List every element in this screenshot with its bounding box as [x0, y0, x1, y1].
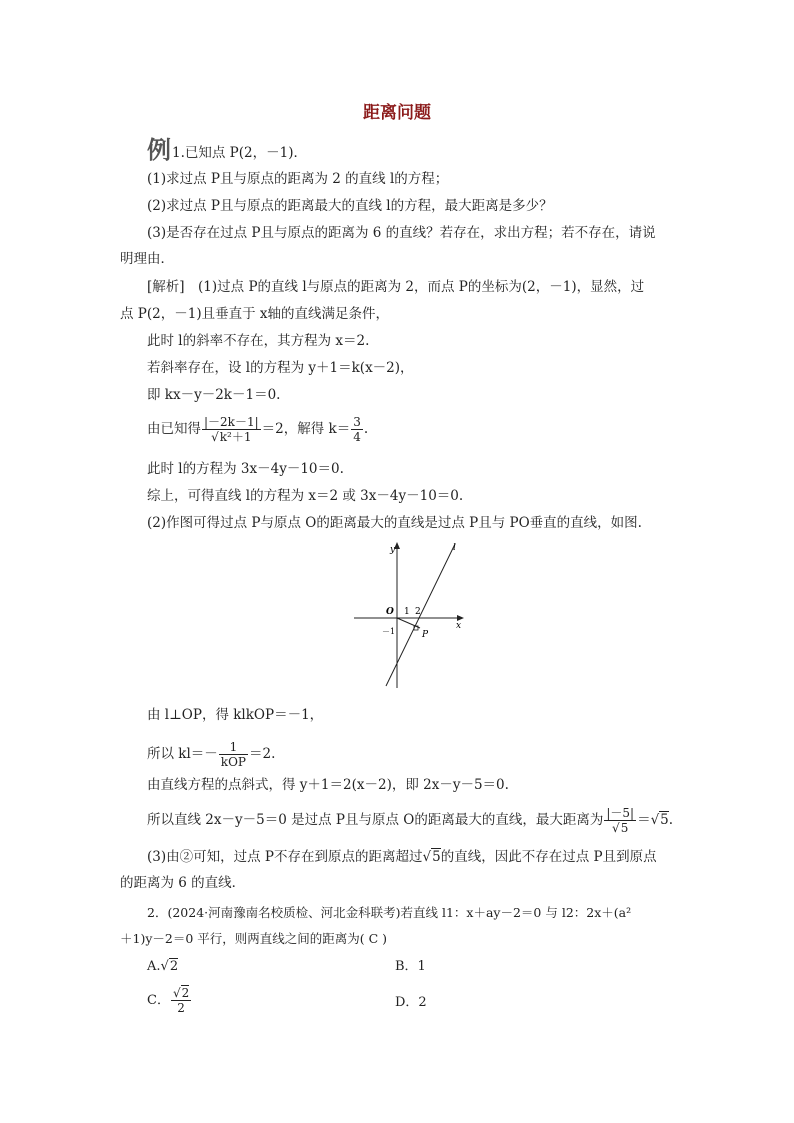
- q1-sub3b: 明理由．: [120, 251, 174, 267]
- max-distance-denominator: √5: [612, 821, 629, 835]
- option-c: [147, 986, 192, 1015]
- x-label: x: [456, 621, 462, 631]
- option-c-label: C．: [147, 993, 170, 1008]
- sol-l14-pre: (3)由②可知，过点 P不存在到原点的距离超过: [147, 849, 423, 865]
- sol-line-11: [147, 740, 275, 769]
- option-a-value: 2: [169, 959, 179, 974]
- sol-line-1: [解析] (1)过点 P的直线 l与原点的距离为 2，而点 P的坐标为(2，－1)，显然，过: [147, 279, 645, 295]
- sol-l13-end: ＝: [637, 812, 651, 828]
- coordinate-graph: [352, 538, 472, 693]
- sol-line-9: (2)作图可得过点 P与原点 O的距离最大的直线是过点 P且与 PO垂直的直线，如图.: [147, 515, 642, 531]
- sol-l11-pre: 所以 kl＝－: [147, 746, 218, 762]
- option-c-radicand: 2: [181, 986, 190, 1000]
- sol-l6-pre: 由已知得: [147, 421, 201, 437]
- fraction-denominator: √k²＋1: [211, 430, 252, 444]
- q1-sub2: (2)求过点 P且与原点的距离最大的直线 l的方程，最大距离是多少？: [147, 198, 553, 214]
- k-denominator: 4: [353, 430, 361, 444]
- sol-line-10: 由 l⊥OP，得 klkOP＝－1，: [147, 707, 324, 723]
- line-label: l: [453, 543, 456, 553]
- option-b: B．1: [395, 959, 426, 974]
- sol-line-12: 由直线方程的点斜式，得 y＋1＝2(x－2)，即 2x－y－5＝0.: [147, 777, 509, 793]
- k-fraction: [351, 415, 363, 444]
- example-badge: 例: [147, 136, 171, 164]
- sol-line-15: 的距离为 6 的直线．: [120, 875, 246, 891]
- sol-line-4: 若斜率存在，设 l的方程为 y＋1＝k(x－2)，: [147, 360, 414, 376]
- tick-label-1: 1: [404, 607, 410, 617]
- distance-fraction: [202, 415, 261, 444]
- q1-intro: 1.已知点 P(2，－1)．: [172, 145, 307, 161]
- option-c-fraction: [171, 986, 191, 1015]
- sol-l6-end: .: [363, 421, 369, 437]
- option-a: A.√2: [147, 959, 179, 974]
- sqrt-radicand: k²＋1: [219, 430, 252, 444]
- option-c-denominator: 2: [177, 1001, 185, 1015]
- q1-sub1: (1)求过点 P且与原点的距离为 2 的直线 l的方程；: [147, 171, 449, 187]
- k-numerator: 3: [353, 415, 361, 429]
- sol-l6-mid: ＝2，解得 k＝: [261, 421, 351, 437]
- sol-line-5: 即 kx－y－2k－1＝0.: [147, 387, 281, 403]
- sol-l11-end: ＝2.: [248, 746, 276, 762]
- sol-l13-pre: 所以直线 2x－y－5＝0 是过点 P且与原点 O的距离最大的直线，最大距离为: [147, 812, 604, 828]
- sol-l14-end: 的直线，因此不存在过点 P且到原点: [440, 849, 657, 865]
- sol-line-8: 综上，可得直线 l的方程为 x＝2 或 3x－4y－10＝0.: [147, 488, 464, 504]
- origin-label: O: [386, 607, 394, 617]
- q2-line-1: 2．(2024·河南豫南名校质检、河北金科联考)若直线 l1：x＋ay－2＝0 与 l2：2x＋(a²: [147, 905, 632, 920]
- y-label: y: [390, 545, 396, 555]
- max-distance-radicand: 5: [620, 821, 629, 835]
- max-distance-value: 5: [660, 812, 669, 828]
- option-d: D．2: [395, 995, 427, 1010]
- sol-line-14: (3)由②可知，过点 P不存在到原点的距离超过√5的直线，因此不存在过点 P且到原点: [147, 849, 657, 865]
- tick-label-2: 2: [415, 607, 421, 617]
- q1-sub3a: (3)是否存在过点 P且与原点的距离为 6 的直线？若存在，求出方程；若不存在，请说: [147, 225, 656, 241]
- fraction-numerator: |－2k－1|: [204, 415, 259, 429]
- point-p-label: P: [422, 630, 429, 640]
- tick-label-neg1: －1: [382, 627, 396, 636]
- q2-line-2: ＋1)y－2＝0 平行，则两直线之间的距离为( C ): [120, 931, 388, 946]
- sol-line-6: [147, 415, 368, 444]
- page-title: 距离问题: [363, 103, 431, 123]
- sol-l14-sqrt: 5: [432, 849, 441, 865]
- sol-line-13: 所以直线 2x－y－5＝0 是过点 P且与原点 O的距离最大的直线，最大距离为 $\frac{|-5|}{√5}$ ＝√5.: [147, 806, 674, 835]
- slope-numerator: 1: [219, 740, 248, 755]
- slope-denominator: kOP: [220, 755, 246, 769]
- max-distance-numerator: |－5|: [606, 806, 635, 820]
- slope-fraction: [219, 740, 248, 769]
- sol-line-2: 点 P(2，－1)且垂直于 x轴的直线满足条件，: [120, 306, 389, 322]
- sol-l13-dot: .: [668, 812, 674, 828]
- option-c-numerator: √2: [172, 986, 190, 1000]
- option-a-label: A.: [147, 959, 161, 974]
- sol-line-3: 此时 l的斜率不存在，其方程为 x＝2.: [147, 333, 370, 349]
- max-distance-fraction: [604, 806, 636, 835]
- sol-line-7: 此时 l的方程为 3x－4y－10＝0.: [147, 461, 344, 477]
